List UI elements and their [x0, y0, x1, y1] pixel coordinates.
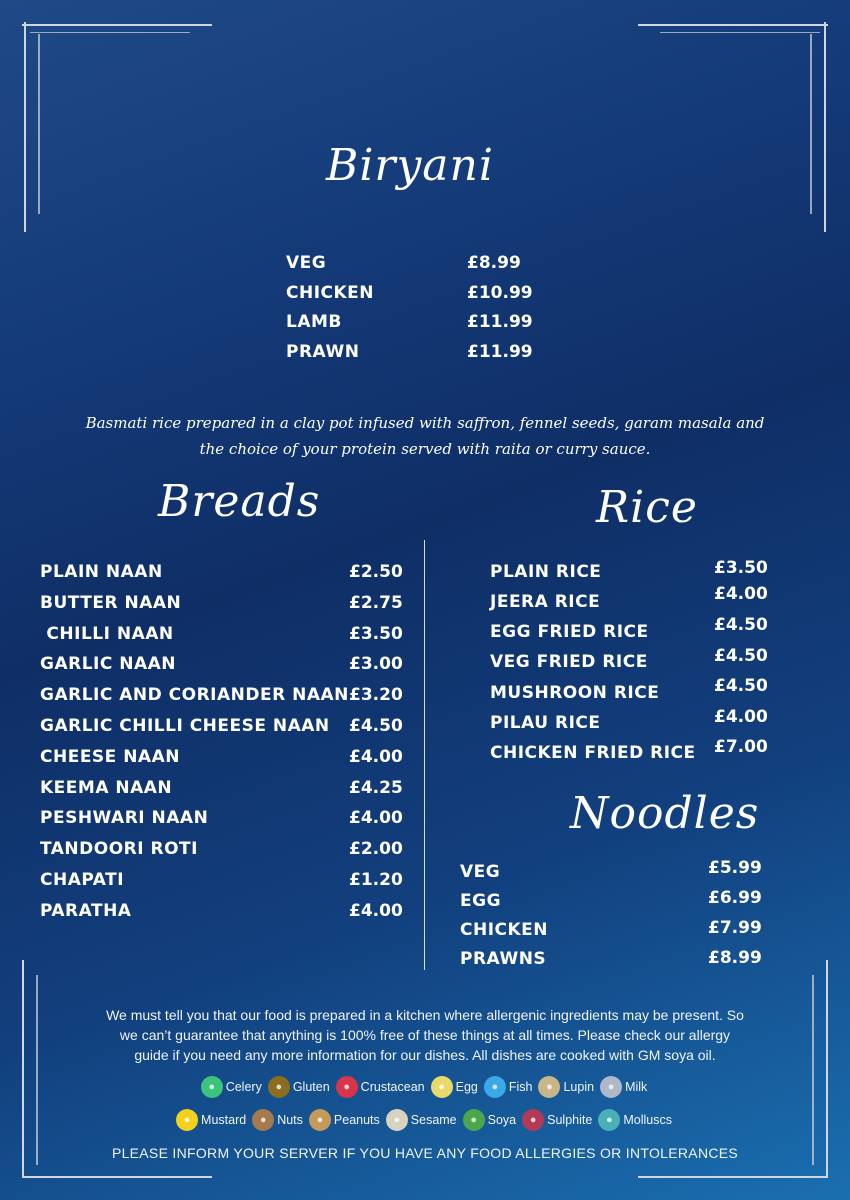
frame-top-right-v2 [810, 34, 812, 214]
allergen-label: Sesame [410, 1113, 457, 1127]
rice-item-price: £4.50 [714, 615, 768, 635]
allergen-label: Mustard [201, 1113, 247, 1127]
frame-top-right-v [824, 22, 826, 232]
rice-item-name: PLAIN RICE [490, 562, 602, 582]
lupin-icon: ● [538, 1076, 560, 1098]
fish-icon: ● [484, 1076, 506, 1098]
allergen-celery [201, 1076, 262, 1098]
allergy-notice [58, 1005, 792, 1065]
allergen-soya [463, 1109, 517, 1131]
noodles-item-name: VEG [460, 862, 501, 882]
milk-icon: ● [600, 1076, 622, 1098]
allergen-crustacean [336, 1076, 425, 1098]
allergen-label: Peanuts [333, 1113, 380, 1127]
bread-item-price: £2.75 [349, 592, 403, 613]
allergen-label: Celery [225, 1080, 262, 1094]
crustacean-icon: ● [336, 1076, 358, 1098]
molluscs-icon: ● [598, 1109, 620, 1131]
bread-item-name: GARLIC CHILLI CHEESE NAAN [40, 716, 330, 736]
allergen-label: Nuts [277, 1113, 303, 1127]
rice-item-price: £7.00 [714, 737, 768, 757]
allergen-nuts [252, 1109, 303, 1131]
rice-item-name: CHICKEN FRIED RICE [490, 743, 696, 763]
biryani-heading: Biryani [326, 140, 494, 191]
bread-item-price: £4.50 [349, 716, 403, 736]
bread-item-name: CHAPATI [40, 870, 125, 890]
biryani-description-line2: the choice of your protein served with raita or curry sauce. [199, 440, 651, 458]
allergy-notice-line3: guide if you need any more information for our dishes. All dishes are cooked with GM soya oil. [134, 1047, 716, 1063]
sesame-icon: ● [386, 1109, 408, 1131]
allergen-mustard [176, 1109, 246, 1131]
rice-item-name: EGG FRIED RICE [490, 622, 649, 642]
bread-item-price: £4.00 [349, 746, 403, 767]
allergen-peanuts [309, 1109, 380, 1131]
biryani-item-price: £11.99 [467, 342, 533, 362]
rice-item-name: MUSHROON RICE [490, 683, 660, 703]
allergy-notice-line2: we can’t guarantee that anything is 100% free of these things at all times. Please check our allergy [119, 1027, 731, 1043]
allergen-label: Molluscs [623, 1113, 672, 1127]
rice-heading: Rice [596, 482, 698, 533]
allergen-label: Sulphite [547, 1113, 593, 1127]
allergen-label: Egg [455, 1080, 478, 1094]
rice-item-name: PILAU RICE [490, 713, 601, 733]
bread-item-price: £4.00 [349, 808, 403, 829]
noodles-item-price: £6.99 [708, 888, 762, 908]
bread-item-price: £4.25 [349, 777, 403, 798]
mustard-icon: ● [176, 1109, 198, 1131]
rice-item-name: JEERA RICE [490, 592, 601, 612]
allergen-label: Soya [487, 1113, 517, 1127]
noodles-item-name: PRAWNS [460, 949, 547, 969]
allergen-legend-row-1 [0, 1076, 850, 1098]
allergen-fish [484, 1076, 533, 1098]
frame-top-left-v2 [38, 34, 40, 214]
gluten-icon: ● [268, 1076, 290, 1098]
frame-bottom-left-h [22, 1176, 212, 1178]
rice-item-price: £3.50 [714, 558, 768, 578]
allergen-label: Fish [508, 1080, 533, 1094]
frame-bottom-right-h [638, 1176, 828, 1178]
noodles-heading: Noodles [570, 788, 760, 839]
bread-item-name: CHILLI NAAN [40, 623, 174, 644]
allergen-egg [431, 1076, 478, 1098]
noodles-item-name: EGG [460, 891, 502, 911]
celery-icon: ● [201, 1076, 223, 1098]
bread-item-price: £1.20 [349, 870, 403, 890]
rice-item-price: £4.00 [714, 584, 768, 604]
frame-top-left-v [24, 22, 26, 232]
biryani-item-price: £11.99 [467, 312, 533, 332]
noodles-item-price: £5.99 [708, 858, 762, 878]
rice-item-price: £4.50 [714, 676, 768, 696]
allergen-molluscs [598, 1109, 672, 1131]
bread-item-price: £3.00 [349, 654, 403, 675]
biryani-item-name: LAMB [286, 312, 342, 332]
biryani-item-name: PRAWN [286, 342, 360, 362]
bread-item-price: £3.50 [349, 623, 403, 644]
allergen-label: Crustacean [360, 1080, 425, 1094]
bread-item-price: £4.00 [349, 900, 403, 921]
bread-item-name: PESHWARI NAAN [40, 808, 209, 829]
bread-item-name: PARATHA [40, 900, 132, 921]
frame-bottom-left-v2 [36, 975, 38, 1165]
bread-item-name: CHEESE NAAN [40, 746, 180, 767]
noodles-item-price: £8.99 [708, 948, 762, 968]
frame-bottom-right-v2 [812, 975, 814, 1165]
breads-heading: Breads [158, 476, 321, 527]
bread-item-price: £2.00 [349, 839, 403, 860]
allergen-label: Milk [625, 1080, 648, 1094]
allergen-milk [600, 1076, 647, 1098]
sulphite-icon: ● [522, 1109, 544, 1131]
biryani-item-price: £8.99 [467, 253, 521, 273]
biryani-description [80, 410, 770, 462]
peanuts-icon: ● [309, 1109, 331, 1131]
nuts-icon: ● [252, 1109, 274, 1131]
bread-item-price: £2.50 [349, 562, 403, 582]
bread-item-name: GARLIC NAAN [40, 654, 177, 675]
allergen-gluten [268, 1076, 330, 1098]
bread-item-price: £3.20 [349, 685, 403, 706]
rice-item-price: £4.50 [714, 646, 768, 666]
frame-top-left-h [22, 24, 212, 26]
biryani-item-name: CHICKEN [286, 283, 375, 303]
biryani-item-name: VEG [286, 253, 327, 273]
rice-item-price: £4.00 [714, 707, 768, 727]
noodles-item-name: CHICKEN [460, 920, 549, 940]
bread-item-name: PLAIN NAAN [40, 562, 163, 582]
bread-item-name: KEEMA NAAN [40, 777, 173, 798]
bread-item-name: TANDOORI ROTI [40, 839, 198, 860]
biryani-description-line1: Basmati rice prepared in a clay pot infused with saffron, fennel seeds, garam masala and [85, 414, 765, 432]
frame-top-right-h2 [660, 32, 820, 33]
allergy-notice-line1: We must tell you that our food is prepared in a kitchen where allergenic ingredients may be present. So [106, 1007, 744, 1023]
allergen-label: Lupin [563, 1080, 595, 1094]
allergen-lupin [538, 1076, 594, 1098]
allergy-footer-note: PLEASE INFORM YOUR SERVER IF YOU HAVE ANY FOOD ALLERGIES OR INTOLERANCES [111, 1145, 739, 1161]
allergen-label: Gluten [292, 1080, 330, 1094]
frame-top-right-h [638, 24, 828, 26]
soya-icon: ● [463, 1109, 485, 1131]
rice-item-name: VEG FRIED RICE [490, 652, 648, 672]
column-divider [424, 540, 425, 970]
allergen-sulphite [522, 1109, 592, 1131]
frame-top-left-h2 [30, 32, 190, 33]
allergen-sesame [386, 1109, 457, 1131]
bread-item-name: GARLIC AND CORIANDER NAAN [40, 685, 349, 706]
noodles-item-price: £7.99 [708, 918, 762, 938]
bread-item-name: BUTTER NAAN [40, 592, 182, 613]
allergen-legend-row-2 [0, 1109, 850, 1131]
egg-icon: ● [431, 1076, 453, 1098]
biryani-item-price: £10.99 [467, 283, 533, 303]
